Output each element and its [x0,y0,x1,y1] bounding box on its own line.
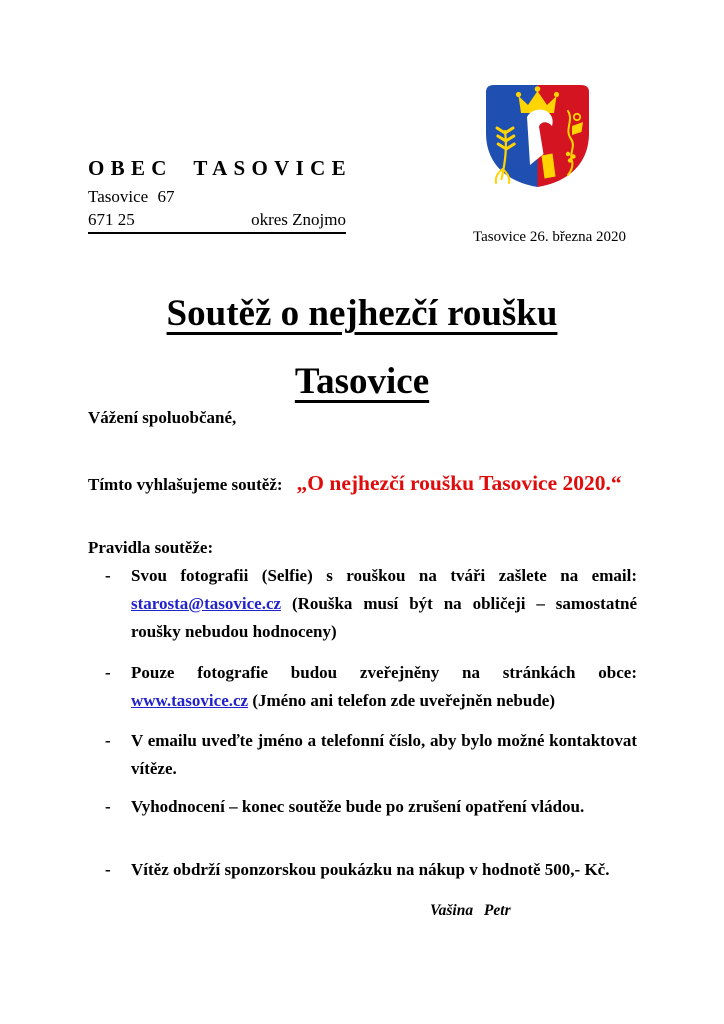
coat-of-arms [480,83,595,191]
list-item [105,727,637,783]
bullet-dash: - [105,797,111,816]
rule-text: V emailu uveďte jméno a telefonní číslo, aby bylo možné kontaktovat vítěze. [131,731,637,778]
bullet-dash: - [105,566,111,585]
rule-text: Vítěz obdrží sponzorskou poukázku na nákup v hodnotě 500,- Kč. [131,860,610,879]
title-line-2: Tasovice [294,361,430,402]
list-item [105,659,637,715]
rule-text-post: (Jméno ani telefon zde uveřejněn nebude) [248,691,555,710]
organization-name: OBEC TASOVICE [88,156,352,180]
rule-text-post: (Rouška musí být na obličeji – samostatné roušky nebudou hodnoceny) [131,594,637,641]
announcement-line [88,471,648,496]
rule-text [131,659,637,715]
rules-list [105,562,637,884]
list-item [105,856,637,884]
contest-name-highlight: „O nejhezčí roušku Tasovice 2020.“ [296,471,622,495]
website-link[interactable]: www.tasovice.cz [131,691,249,710]
email-link[interactable]: starosta@tasovice.cz [131,594,282,613]
list-item [105,562,637,646]
rule-text: Vyhodnocení – konec soutěže bude po zrušení opatření vládou. [131,797,585,816]
date-line: Tasovice 26. března 2020 [473,229,627,245]
page-title [0,280,724,416]
rule-text [131,562,637,646]
rule-text-pre: Svou fotografii (Selfie) s rouškou na tváři zašlete na email: [131,566,637,585]
bullet-dash: - [105,860,111,879]
salutation: Vážení spoluobčané, [88,408,237,427]
bullet-dash: - [105,663,111,682]
list-item [105,793,637,821]
address-line: Tasovice 67 [88,187,175,206]
district: okres Znojmo [251,210,346,229]
announcement-label: Tímto vyhlašujeme soutěž: [88,475,283,494]
signature: Vašina Petr [430,902,511,919]
postal-district-row [88,210,346,234]
rules-heading: Pravidla soutěže: [88,538,214,557]
rule-text-pre: Pouze fotografie budou zveřejněny na stránkách obce: [131,663,637,682]
bullet-dash: - [105,731,111,750]
postal-code: 671 25 [88,210,135,229]
title-line-1: Soutěž o nejhezčí roušku [166,293,558,334]
letterhead [88,156,352,234]
